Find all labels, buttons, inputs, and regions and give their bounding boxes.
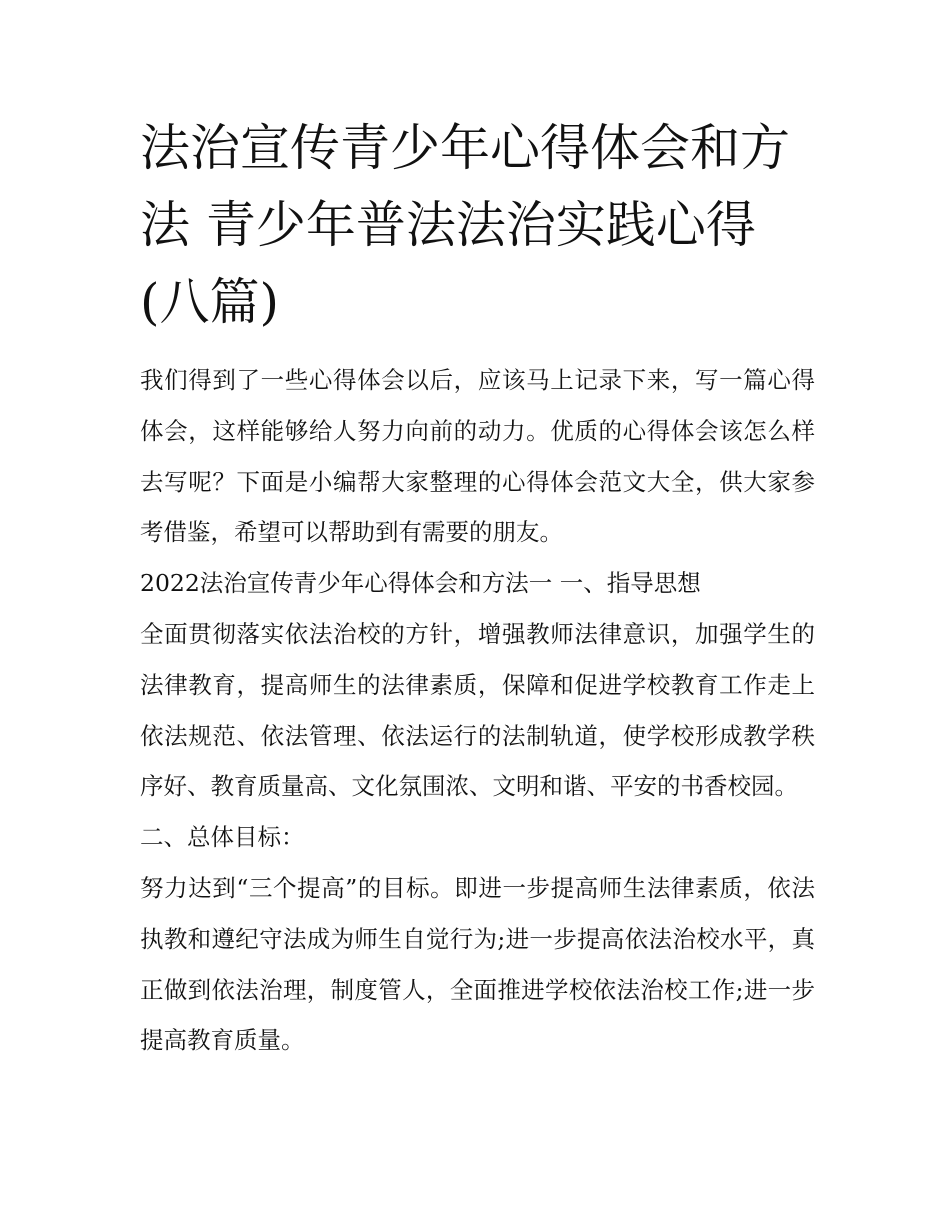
- intro-paragraph: 我们得到了一些心得体会以后，应该马上记录下来，写一篇心得体会，这样能够给人努力向前的动力。优质的心得体会该怎么样去写呢？下面是小编帮大家整理的心得体会范文大全，供大家参考借鉴，希望可以帮助到有需要的朋友。: [140, 366, 815, 547]
- section-heading-2: 二、总体目标：: [140, 823, 305, 852]
- overall-goal-paragraph: 努力达到“三个提高”的目标。即进一步提高师生法律素质，依法执教和遵纪守法成为师生自觉行为;进一步提高依法治校水平，真正做到依法治理，制度管人，全面推进学校依法治校工作;进一步提高教育质量。: [140, 873, 815, 1055]
- guiding-thought-paragraph: 全面贯彻落实依法治校的方针，增强教师法律意识，加强学生的法律教育，提高师生的法律素质，保障和促进学校教育工作走上依法规范、依法管理、依法运行的法制轨道，使学校形成教学秩序好、教育质量高、文化氛围浓、文明和谐、平安的书香校园。: [140, 619, 815, 801]
- document-body: [140, 110, 815, 1066]
- document-title: 法治宣传青少年心得体会和方法 青少年普法法治实践心得(八篇): [140, 119, 790, 331]
- section-heading-1: 2022法治宣传青少年心得体会和方法一 一、指导思想: [140, 569, 701, 598]
